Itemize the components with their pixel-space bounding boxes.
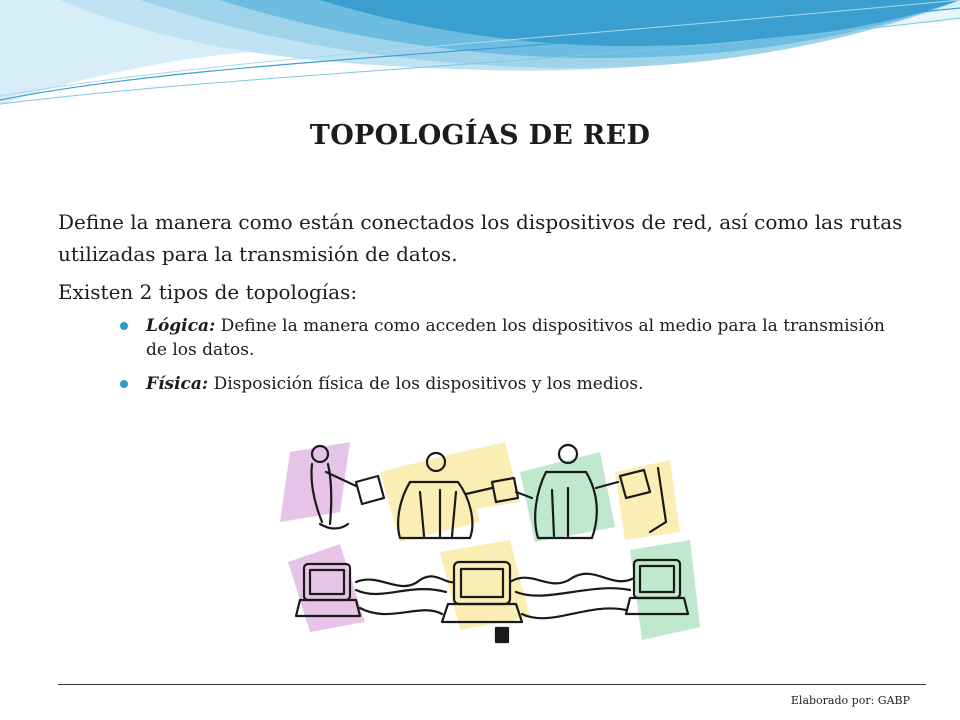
bullet-dot-icon [120, 322, 128, 330]
topology-type-list [58, 314, 908, 396]
bullet-text: Disposición física de los dispositivos y los medios. [208, 374, 644, 394]
bullet-term: Física: [146, 374, 209, 394]
bullet-dot-icon [120, 380, 128, 388]
footer-divider [58, 684, 926, 685]
list-item-fisica [58, 372, 896, 396]
bullet-text: Define la manera como acceden los dispositivos al medio para la transmisión de los datos. [146, 316, 885, 360]
slide-title: TOPOLOGÍAS DE RED [309, 120, 651, 151]
definition-paragraph: Define la manera como están conectados los dispositivos de red, así como las rutas utilizadas para la transmisión de datos. [58, 210, 903, 266]
network-clipart [270, 432, 710, 652]
footer-credit: Elaborado por: GABP [790, 694, 910, 707]
header-wave-decoration [0, 0, 960, 130]
slide-body [58, 206, 908, 406]
types-intro: Existen 2 tipos de topologías: [58, 280, 358, 304]
list-item-logica [58, 314, 896, 362]
bullet-term: Lógica: [146, 316, 216, 336]
